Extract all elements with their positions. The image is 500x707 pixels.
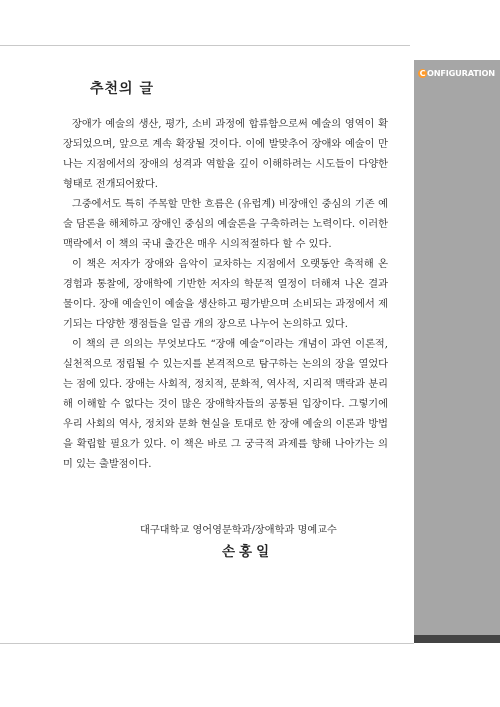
signature-affiliation: 대구대학교 영어영문학과/장애학과 명예교수 — [140, 525, 337, 536]
paragraph: 장애가 예술의 생산, 평가, 소비 과정에 합류함으로써 예술의 영역이 확장되었으며, 앞으로 계속 확장될 것이다. 이에 발맞추어 장애와 예술이 만나는 지점에서의 장애의 성격과 역할을 깊이 이해하려는 시도들이 다양한 형태로 전개되어왔다. — [63, 119, 388, 190]
section-label — [418, 68, 500, 78]
paragraph: 이 책의 큰 의의는 무엇보다도 “장애 예술”이라는 개념이 과연 이론적, 실천적으로 정립될 수 있는지를 본격적으로 탐구하는 논의의 장을 열었다는 점에 있다. 장애는 사회적, 정치적, 문화적, 역사적, 지리적 맥락과 분리해 이해할 수 없다는 것이 많은 장애학자들의 공통된 입장이다. 그렇기에 우리 사회의 역사, 정치와 문화 현실을 토대로 한 장애 예술의 이론과 방법을 확립할 필요가 있다. 이 책은 바로 그 궁극적 과제를 향해 나아가는 의미 있는 출발점이다. — [63, 339, 388, 470]
body-text — [63, 115, 388, 475]
signature-name: 손홍일 — [222, 544, 274, 560]
section-sidebar — [414, 60, 500, 635]
section-label-rest: ONFIGURATION — [427, 68, 495, 78]
sidebar-bottom-bar — [414, 635, 500, 643]
section-label-initial: C — [419, 68, 426, 78]
top-rule — [0, 45, 410, 46]
page-title: 추천의 글 — [90, 81, 154, 97]
bottom-rule — [0, 643, 414, 644]
paragraph: 이 책은 저자가 장애와 음악이 교차하는 지점에서 오랫동안 축적해 온 경험과 통찰에, 장애학에 기반한 저자의 학문적 열정이 더해져 나온 결과물이다. 장애 예술인이 예술을 생산하고 평가받으며 소비되는 과정에서 제기되는 다양한 쟁점들을 일곱 개의 장으로 나누어 논의하고 있다. — [63, 259, 388, 330]
paragraph: 그중에서도 특히 주목할 만한 흐름은 (유럽계) 비장애인 중심의 기존 예술 담론을 해체하고 장애인 중심의 예술론을 구축하려는 노력이다. 이러한 맥락에서 이 책의 국내 출간은 매우 시의적절하다 할 수 있다. — [63, 199, 388, 250]
